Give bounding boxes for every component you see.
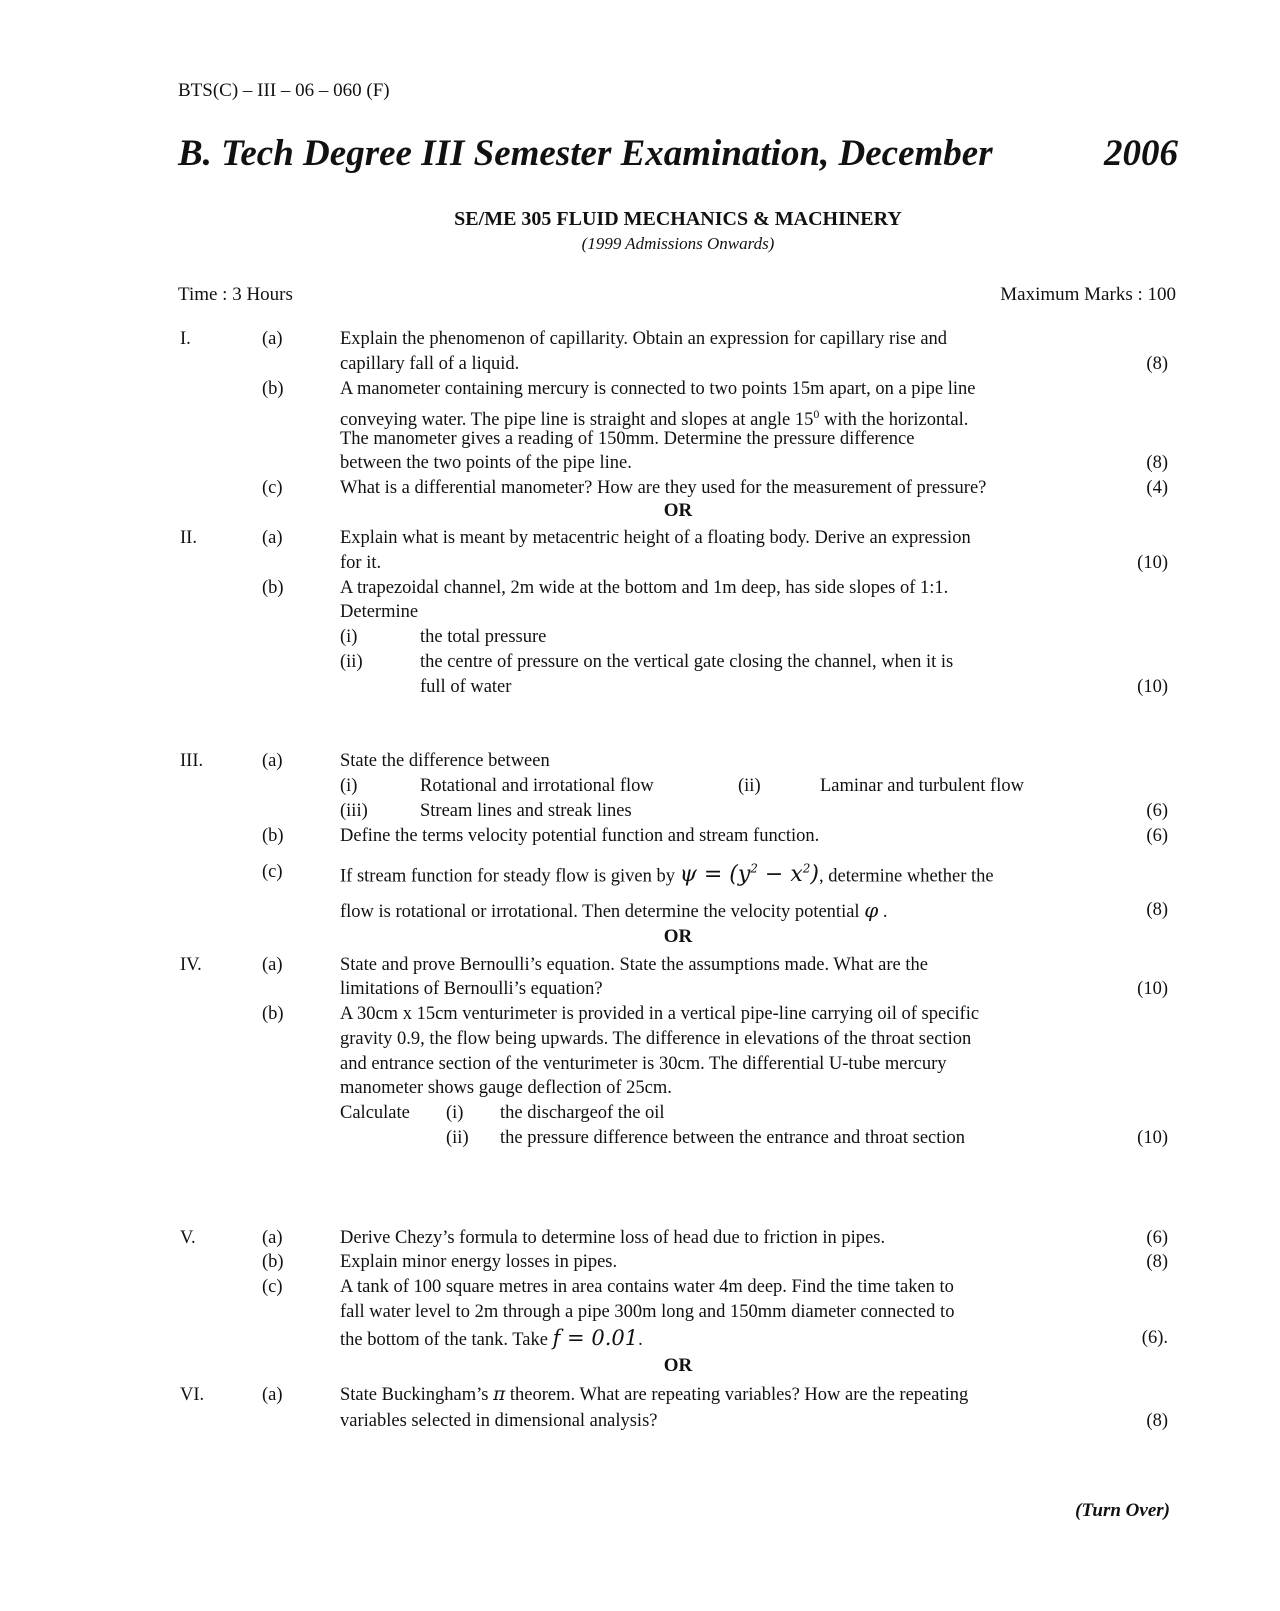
question-number: VI. [180,1385,205,1405]
marks: (10) [1137,1128,1168,1148]
turn-over-note: (Turn Over) [1075,1500,1170,1521]
sub-part-label: (i) [340,627,358,647]
sub-part-label: (ii) [340,652,363,672]
exam-title [178,132,1178,175]
question-text: A manometer containing mercury is connected to two points 15m apart, on a pipe line [340,379,976,399]
question-text: A 30cm x 15cm venturimeter is provided in a vertical pipe-line carrying oil of specific [340,1004,980,1024]
question-number: II. [180,528,197,548]
time-allowed: Time : 3 Hours [178,284,293,305]
question-number: III. [180,751,204,771]
part-label: (a) [262,528,283,548]
friction-factor-equation: f = 0.01 [552,1326,639,1350]
part-label: (c) [262,862,283,882]
question-text: The manometer gives a reading of 150mm. Determine the pressure difference [340,429,915,449]
stream-function-equation [680,862,819,887]
question-text: Define the terms velocity potential function and stream function. [340,826,820,846]
question-text: Explain minor energy losses in pipes. [340,1252,618,1272]
question-text: and entrance section of the venturimeter is 30cm. The differential U-tube mercury [340,1054,947,1074]
part-label: (b) [262,1252,284,1272]
text-run: . [638,1330,643,1350]
question-number: IV. [180,955,202,975]
paper-code: BTS(C) – III – 06 – 060 (F) [178,80,390,101]
equation-part: ψ = (y [679,862,751,888]
sub-part-label: (i) [340,776,358,796]
question-text [340,1384,968,1406]
question-text: Rotational and irrotational flow [420,776,654,796]
superscript: 0 [813,407,820,421]
phi-symbol: φ [864,898,879,922]
part-label: (a) [262,1385,283,1405]
text-run: , determine whether the [819,866,994,887]
text-run: the bottom of the tank. Take [340,1330,553,1350]
question-text [340,858,994,887]
marks: (8) [1146,1252,1168,1272]
marks: (6) [1146,1228,1168,1248]
or-separator: OR [663,926,693,947]
question-text: State and prove Bernoulli’s equation. State the assumptions made. What are the [340,955,928,975]
question-text: A trapezoidal channel, 2m wide at the bottom and 1m deep, has side slopes of 1:1. [340,578,949,598]
sub-part-label: (ii) [446,1128,469,1148]
question-text: the total pressure [420,627,547,647]
question-text: Derive Chezy’s formula to determine loss of head due to friction in pipes. [340,1228,886,1248]
sub-part-label: (iii) [340,801,368,821]
question-text: between the two points of the pipe line. [340,453,632,473]
part-label: (b) [262,826,284,846]
or-separator: OR [663,500,693,521]
exam-year: 2006 [1104,133,1178,174]
marks: (6) [1146,801,1168,821]
superscript: 2 [750,862,758,876]
text-run: conveying water. The pipe line is straight and slopes at angle 15 [340,410,814,431]
question-text [340,899,887,923]
part-label: (b) [262,379,284,399]
marks: (6) [1146,826,1168,846]
maximum-marks: Maximum Marks : 100 [1000,284,1176,305]
marks: (8) [1146,453,1168,473]
exam-title-text: B. Tech Degree III Semester Examination, December [178,133,993,174]
question-text: limitations of Bernoulli’s equation? [340,979,603,999]
marks: (10) [1137,553,1168,573]
question-text: gravity 0.9, the flow being upwards. The difference in elevations of the throat section [340,1029,972,1049]
question-text [340,1327,643,1351]
question-text: the pressure difference between the entrance and throat section [500,1128,966,1148]
question-text: capillary fall of a liquid. [340,354,520,374]
question-text: Stream lines and streak lines [420,801,632,821]
question-text: Explain what is meant by metacentric height of a floating body. Derive an expression [340,528,971,548]
question-text: State the difference between [340,751,550,771]
equation-part: − x [757,862,803,888]
question-text: What is a differential manometer? How are they used for the measurement of pressure? [340,478,987,498]
marks: (8) [1146,900,1168,920]
marks: (10) [1137,677,1168,697]
or-separator: OR [663,1355,693,1376]
question-number: V. [180,1228,196,1248]
marks: (8) [1146,354,1168,374]
text-run: with the horizontal. [819,410,969,431]
part-label: (b) [262,578,284,598]
question-text: A tank of 100 square metres in area contains water 4m deep. Find the time taken to [340,1277,954,1297]
question-text: Laminar and turbulent flow [820,776,1024,796]
text-run: State Buckingham’s [340,1385,494,1405]
part-label: (a) [262,751,283,771]
part-label: (a) [262,1228,283,1248]
text-run: flow is rotational or irrotational. Then determine the velocity potential [340,902,865,922]
text-run: theorem. What are repeating variables? How are the repeating [505,1385,969,1405]
pi-symbol: π [493,1384,506,1405]
calculate-label: Calculate [340,1103,410,1123]
question-text: variables selected in dimensional analysis? [340,1411,658,1431]
superscript: 2 [802,862,811,876]
part-label: (b) [262,1004,284,1024]
part-label: (c) [262,1277,283,1297]
marks: (6). [1141,1328,1168,1348]
question-text: manometer shows gauge deflection of 25cm. [340,1078,672,1098]
part-label: (a) [262,329,283,349]
marks: (4) [1146,478,1168,498]
question-number: I. [180,329,191,349]
question-text: the dischargeof the oil [500,1103,665,1123]
text-run: . [878,902,888,922]
subject-title: SE/ME 305 FLUID MECHANICS & MACHINERY [454,208,902,230]
question-text [340,403,968,431]
question-text: the centre of pressure on the vertical gate closing the channel, when it is [420,652,954,672]
sub-part-label: (ii) [738,776,761,796]
question-text: full of water [420,677,512,697]
admissions-note: (1999 Admissions Onwards) [581,234,775,253]
question-text: for it. [340,553,382,573]
equation-part: ) [810,862,819,888]
question-text: Explain the phenomenon of capillarity. Obtain an expression for capillary rise and [340,329,948,349]
marks: (10) [1137,979,1168,999]
sub-part-label: (i) [446,1103,464,1123]
question-text: fall water level to 2m through a pipe 300m long and 150mm diameter connected to [340,1302,955,1322]
part-label: (a) [262,955,283,975]
marks: (8) [1146,1411,1168,1431]
question-text: Determine [340,602,419,622]
text-run: If stream function for steady flow is given by [340,866,680,887]
part-label: (c) [262,478,283,498]
